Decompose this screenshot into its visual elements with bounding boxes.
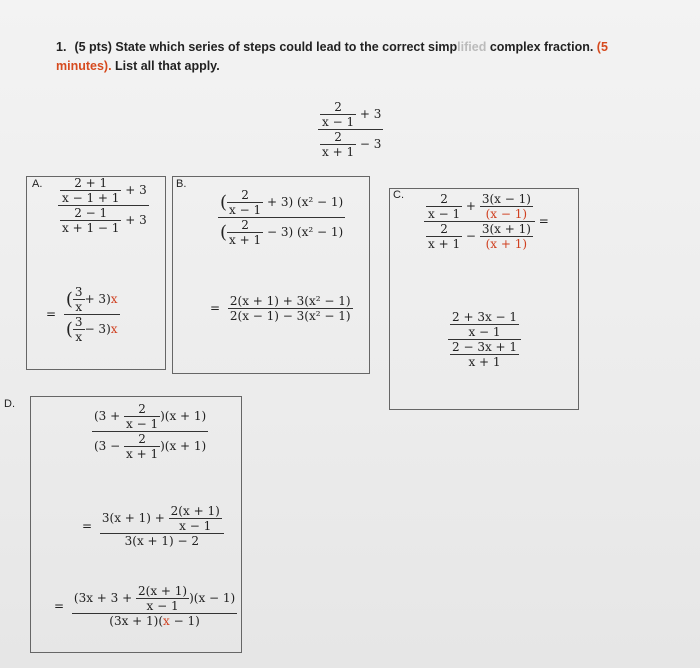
d1-n-pre: (3 + (94, 409, 121, 423)
option-b-label: B. (176, 178, 187, 190)
d1-d-num: 2 (138, 432, 146, 446)
c2-n-top: 2 + 3x − 1 (452, 310, 518, 324)
a2-d-den: x (73, 329, 85, 344)
a2-n-den: x (73, 299, 85, 314)
c1-plus: + (465, 199, 476, 213)
b1-d-mult: (x² − 1) (296, 225, 344, 239)
d3-den-pre: (3x + 1)( (109, 614, 164, 628)
d3-n-pre: (3x + 3 + (73, 591, 133, 605)
option-a-label: A. (32, 178, 43, 190)
question-prefix: (5 pts) State which series of steps could lead to the correct simp (74, 40, 458, 54)
main-d-den: x + 1 (322, 145, 355, 159)
option-b-step1: ( $\frac{2}{x - 1}$ + 3) (x² − 1) ( $\frac{2}{x + 1}$ − 3) (x² − 1) (220, 188, 344, 247)
c1-t2-num: 3(x − 1) (481, 192, 531, 206)
option-d-step3 (54, 584, 237, 628)
main-n-add: + 3 (359, 107, 382, 121)
a1-n-num: 2 + 1 (74, 176, 108, 190)
question-suffix: complex fraction. (486, 40, 597, 54)
d2-n-num: 2(x + 1) (170, 504, 220, 518)
b1-n-den: x − 1 (229, 203, 262, 217)
main-n-den: x − 1 (322, 115, 355, 129)
d1-n-den: x − 1 (126, 417, 159, 431)
b2-num: 2(x + 1) + 3(x² − 1) (229, 294, 351, 308)
d1-d-pre: (3 − (94, 439, 121, 453)
b1-d-den: x + 1 (229, 233, 262, 247)
instruction: List all that apply. (111, 59, 220, 73)
option-c-label: C. (393, 189, 404, 201)
c1-t4-den: (x + 1) (480, 236, 533, 251)
a1-n-add: + 3 (125, 183, 147, 197)
question-text (56, 38, 656, 76)
d3-n-num: 2(x + 1) (138, 584, 188, 598)
c1-t4-num: 3(x + 1) (481, 222, 531, 236)
a2-d: − 3) (84, 322, 111, 336)
a2-d-num: 3 (74, 315, 83, 329)
a2-n-mult: x (110, 292, 118, 306)
a2-n: + 3) (84, 292, 111, 306)
d1-d-post: )(x + 1) (160, 439, 207, 453)
b1-d-num: 2 (241, 218, 249, 232)
a2-eq: = (46, 307, 57, 321)
d1-n-post: )(x + 1) (160, 409, 207, 423)
time-note: (5 minutes). (56, 40, 608, 73)
a2-d-mult: x (110, 322, 118, 336)
a2-n-num: 3 (74, 285, 83, 299)
option-c-step2 (448, 310, 521, 369)
main-n-num: 2 (334, 100, 342, 114)
c1-t3-num: 2 (440, 222, 448, 236)
main-d-sub: − 3 (359, 137, 382, 151)
option-b-step2 (210, 294, 353, 323)
b1-d-rest: − 3) (266, 225, 294, 239)
question-obscured: lified (457, 40, 487, 54)
option-d-label: D. (4, 398, 15, 410)
d3-n-den: x − 1 (136, 598, 189, 613)
question-number: 1. (56, 40, 67, 54)
b1-n-mult: (x² − 1) (296, 195, 344, 209)
b1-n-rest: + 3) (266, 195, 294, 209)
a1-d-add: + 3 (125, 213, 147, 227)
c2-d-bot: x + 1 (450, 354, 519, 369)
d3-den-post: − 1) (169, 614, 200, 628)
d2-n-den: x − 1 (169, 518, 222, 533)
c1-eq: = (538, 214, 549, 228)
c1-minus: − (465, 229, 476, 243)
c1-t3-den: x + 1 (428, 237, 461, 251)
d1-d-den: x + 1 (126, 447, 159, 461)
d3-n-post: )(x − 1) (189, 591, 236, 605)
d3-eq: = (54, 598, 65, 613)
main-expression (318, 100, 383, 159)
option-c-step1 (424, 192, 549, 251)
d2-eq: = (82, 518, 93, 533)
d1-n-num: 2 (138, 402, 146, 416)
d2-den: 3(x + 1) − 2 (100, 533, 224, 548)
d3-den-red: x (163, 614, 170, 628)
d2-n-pre: 3(x + 1) + (101, 511, 165, 525)
c2-d-top: 2 − 3x + 1 (452, 340, 518, 354)
option-d-step2 (82, 504, 224, 548)
c1-t1-num: 2 (440, 192, 448, 206)
a1-n-den: x − 1 + 1 (62, 191, 120, 205)
a1-d-den: x + 1 − 1 (62, 221, 120, 235)
option-a-step1 (58, 176, 149, 235)
b2-den: 2(x − 1) − 3(x² − 1) (229, 309, 351, 323)
option-a-step2: = ( $\frac{3}{x}$ + 3)x ( $\frac{3}{x}$ − 3)x (46, 285, 118, 344)
b1-n-num: 2 (241, 188, 249, 202)
c1-t1-den: x − 1 (428, 207, 461, 221)
c2-n-bot: x − 1 (450, 324, 519, 339)
main-d-num: 2 (334, 130, 342, 144)
option-d-step1 (92, 402, 208, 461)
c1-t2-den: (x − 1) (480, 206, 533, 221)
b2-eq: = (210, 301, 221, 315)
a1-d-num: 2 − 1 (74, 206, 108, 220)
